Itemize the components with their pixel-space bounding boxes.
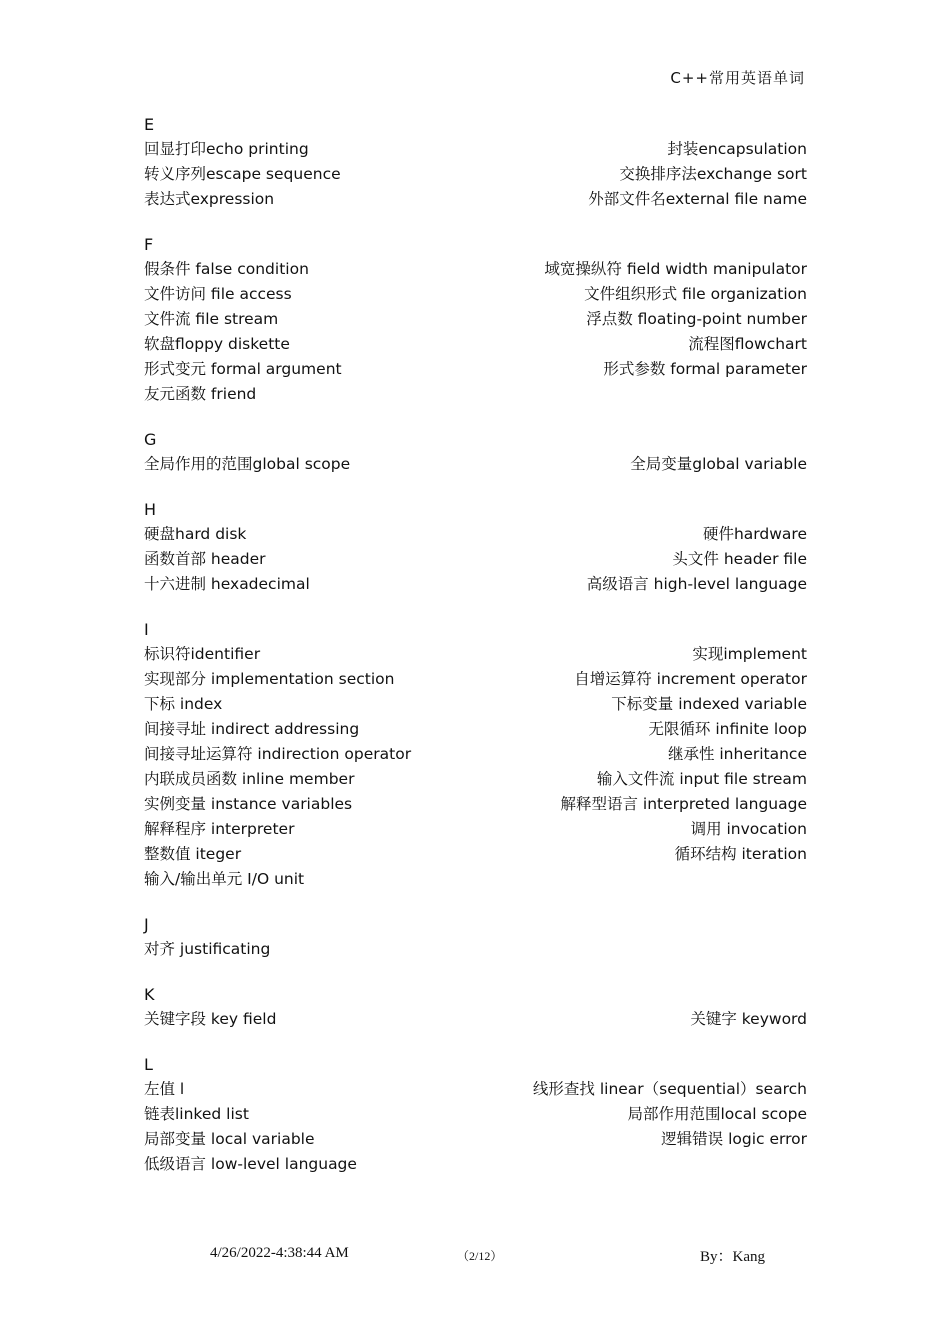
term-left: 表达式expression: [144, 190, 275, 208]
section-letter: F: [144, 235, 154, 254]
glossary-row: [144, 257, 807, 282]
section-letter: I: [144, 620, 149, 639]
term-left: 假条件 false condition: [144, 260, 309, 278]
glossary-row: [144, 692, 807, 717]
section-e: [144, 112, 807, 212]
glossary-row: [144, 332, 807, 357]
term-right: 实现implement: [692, 645, 807, 663]
term-left: 链表linked list: [144, 1105, 249, 1123]
glossary-row: [144, 187, 807, 212]
glossary-row: [144, 642, 807, 667]
term-left: 下标 index: [144, 695, 223, 713]
glossary-content: [144, 112, 807, 1197]
glossary-row: [144, 137, 807, 162]
term-left: 解释程序 interpreter: [144, 820, 295, 838]
section-letter: K: [144, 985, 155, 1004]
term-right: 逻辑错误 logic error: [661, 1130, 807, 1148]
term-left: 间接寻址运算符 indirection operator: [144, 745, 412, 763]
section-letter: H: [144, 500, 157, 519]
section-l: [144, 1052, 807, 1177]
term-right: 浮点数 floating-point number: [586, 310, 807, 328]
term-left: 软盘floppy diskette: [144, 335, 290, 353]
section-i: [144, 617, 807, 892]
glossary-row: [144, 547, 807, 572]
glossary-row: [144, 937, 807, 962]
glossary-row: [144, 1152, 807, 1177]
term-left: 十六进制 hexadecimal: [144, 575, 310, 593]
term-left: 实现部分 implementation section: [144, 670, 395, 688]
footer-date: 4/26/2022-4:38:44 AM: [210, 1245, 349, 1261]
glossary-row: [144, 667, 807, 692]
term-left: 局部变量 local variable: [144, 1130, 315, 1148]
section-k: [144, 982, 807, 1032]
glossary-row: [144, 1007, 807, 1032]
section-j: [144, 912, 807, 962]
glossary-row: [144, 452, 807, 477]
glossary-row: [144, 842, 807, 867]
glossary-row: [144, 1102, 807, 1127]
term-right: 无限循环 infinite loop: [648, 720, 807, 738]
term-right: 解释型语言 interpreted language: [560, 795, 807, 813]
term-left: 内联成员函数 inline member: [144, 770, 355, 788]
glossary-row: [144, 1127, 807, 1152]
glossary-row: [144, 382, 807, 407]
term-left: 全局作用的范围global scope: [144, 455, 351, 473]
glossary-row: [144, 717, 807, 742]
term-right: 交换排序法exchange sort: [619, 165, 807, 183]
term-right: 形式参数 formal parameter: [603, 360, 807, 378]
glossary-row: [144, 817, 807, 842]
term-right: 高级语言 high-level language: [586, 575, 807, 593]
term-right: 局部作用范围local scope: [627, 1105, 807, 1123]
term-left: 关键字段 key field: [144, 1010, 277, 1028]
glossary-row: [144, 572, 807, 597]
term-right: 文件组织形式 file organization: [584, 285, 807, 303]
glossary-row: [144, 742, 807, 767]
footer-page-number: （2/12）: [457, 1249, 503, 1263]
glossary-row: [144, 357, 807, 382]
term-right: 继承性 inheritance: [667, 745, 807, 763]
term-right: 输入文件流 input file stream: [596, 770, 807, 788]
term-right: 封装encapsulation: [667, 140, 807, 158]
term-left: 左值 l: [144, 1080, 185, 1098]
term-left: 对齐 justificating: [144, 940, 271, 958]
term-left: 函数首部 header: [144, 550, 266, 568]
section-h: [144, 497, 807, 597]
glossary-row: [144, 792, 807, 817]
glossary-row: [144, 307, 807, 332]
term-right: 全局变量global variable: [630, 455, 807, 473]
term-right: 线形查找 linear（sequential）search: [532, 1080, 807, 1098]
term-left: 实例变量 instance variables: [144, 795, 353, 813]
term-left: 硬盘hard disk: [144, 525, 247, 543]
term-left: 标识符identifier: [144, 645, 261, 663]
glossary-row: [144, 867, 807, 892]
section-letter: L: [144, 1055, 153, 1074]
term-right: 硬件hardware: [702, 525, 807, 543]
term-left: 输入/输出单元 I/O unit: [144, 870, 305, 888]
glossary-row: [144, 282, 807, 307]
glossary-row: [144, 1077, 807, 1102]
page-header-title: C++常用英语单词: [670, 69, 805, 87]
section-letter: J: [144, 915, 149, 934]
glossary-row: [144, 522, 807, 547]
glossary-row: [144, 767, 807, 792]
term-left: 文件流 file stream: [144, 310, 279, 328]
term-left: 低级语言 low-level language: [144, 1155, 357, 1173]
term-right: 关键字 keyword: [690, 1010, 807, 1028]
term-right: 域宽操纵符 field width manipulator: [544, 260, 807, 278]
term-left: 转义序列escape sequence: [144, 165, 341, 183]
term-left: 回显打印echo printing: [144, 140, 309, 158]
section-letter: E: [144, 115, 155, 134]
section-g: [144, 427, 807, 477]
section-letter: G: [144, 430, 157, 449]
term-right: 流程图flowchart: [688, 335, 807, 353]
term-left: 文件访问 file access: [144, 285, 292, 303]
term-right: 下标变量 indexed variable: [611, 695, 807, 713]
term-left: 间接寻址 indirect addressing: [144, 720, 360, 738]
term-left: 形式变元 formal argument: [144, 360, 342, 378]
term-right: 自增运算符 increment operator: [574, 670, 807, 688]
term-right: 循环结构 iteration: [674, 845, 807, 863]
glossary-row: [144, 162, 807, 187]
term-left: 整数值 iteger: [144, 845, 242, 863]
footer-author: By：Kang: [700, 1249, 765, 1265]
term-right: 调用 invocation: [690, 820, 807, 838]
term-right: 头文件 header file: [672, 550, 807, 568]
term-left: 友元函数 friend: [144, 385, 257, 403]
term-right: 外部文件名external file name: [588, 190, 807, 208]
section-f: [144, 232, 807, 407]
